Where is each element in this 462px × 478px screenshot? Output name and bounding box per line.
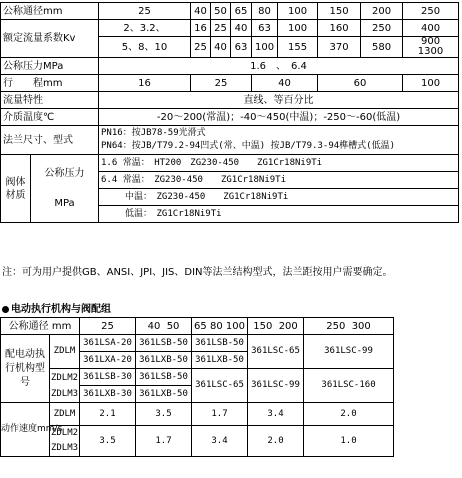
speed-cell: 3.4: [248, 403, 304, 426]
model-value: 361LSB-50: [195, 337, 244, 348]
speed-cell: 3.5: [136, 403, 192, 426]
bullet-icon: [2, 306, 9, 313]
dn-value: 65: [194, 320, 207, 332]
actuator-row-3: [1, 369, 394, 386]
pn64-material: [99, 172, 459, 189]
kv-cell: 100: [252, 37, 278, 58]
dn-row: [1, 3, 459, 20]
stroke-row: [1, 75, 459, 92]
temp-label: 介质温度℃: [1, 109, 99, 126]
dn-value: 200: [278, 320, 298, 332]
actuator-row-1: [1, 335, 394, 352]
pn16-material: [99, 155, 459, 172]
kv-cell: 63: [252, 20, 278, 37]
speed-row-2: [1, 426, 394, 457]
dn-cell: [248, 318, 304, 335]
dn-cell: 65: [231, 3, 252, 20]
model-cell: 361LSC-65: [248, 335, 304, 369]
speed-cell: 1.7: [192, 403, 248, 426]
model-cell: 361LXB-30: [80, 386, 136, 403]
flow-row: [1, 92, 459, 109]
pn-label: 公称压力MPa: [1, 58, 99, 75]
stroke-cell: 25: [191, 75, 252, 92]
flow-value: 直线、等百分比: [99, 92, 459, 109]
kv-value: 900: [420, 36, 441, 47]
dn-cell: 40: [191, 3, 211, 20]
model-cell: [192, 335, 248, 352]
kv-cell: 25: [211, 20, 231, 37]
body-material-text: 阀体材质: [5, 176, 26, 201]
dn-cell: 100: [278, 3, 318, 20]
dn-cell: 25: [80, 318, 136, 335]
dn-value: 40: [147, 320, 161, 332]
stroke-cell: 40: [252, 75, 318, 92]
material-row-1: [1, 155, 459, 172]
zdlm3-label: ZDLM3: [50, 443, 79, 453]
speed-cell: 1.0: [304, 426, 394, 457]
kv-cell: 400: [403, 20, 459, 37]
pn16-material-text: 常温： HT200 ZG230-450 ZG1Cr18Ni9Ti: [122, 157, 323, 168]
kv-cell: 100: [278, 20, 318, 37]
spec-table: [0, 2, 459, 223]
kv-cell: [403, 37, 459, 58]
kv-label: 额定流量系数Kv: [1, 20, 99, 58]
dn-cell: 25: [99, 3, 191, 20]
dn-row: [1, 318, 394, 335]
flange-label: 法兰尺寸、型式: [1, 126, 99, 155]
pn-row: [1, 58, 459, 75]
model-cell: 361LSC-160: [304, 369, 394, 403]
stroke-cell: 60: [318, 75, 403, 92]
pn64-material: 低温： ZG1Cr18Ni9Ti: [99, 206, 459, 223]
speed-row-1: [1, 403, 394, 426]
zdlm2-label: ZDLM2: [50, 428, 79, 438]
dn-value: 250: [326, 320, 346, 332]
model-cell: 361LSB-30: [80, 369, 136, 386]
flange-pn16: PN16：按JB78-59光滑式: [101, 128, 206, 138]
body-pn-label: [31, 155, 99, 223]
model-cell: 361LXB-50: [192, 352, 248, 369]
model-cell: 361LSB-50: [136, 335, 192, 352]
temp-value: -20～200(常温)；-40～450(中温)；-250～-60(低温): [99, 109, 459, 126]
zdlm23-label: [50, 369, 80, 403]
flange-value: [99, 126, 459, 155]
dn-value: 50: [166, 320, 180, 332]
dn-label: 公称通径 mm: [1, 318, 80, 335]
model-cell: 361LSC-99: [304, 335, 394, 369]
pn16-label: 1.6: [101, 157, 118, 168]
model-cell: 361LSC-99: [248, 369, 304, 403]
pn64-material: 中温： ZG230-450 ZG1Cr18Ni9Ti: [99, 189, 459, 206]
speed-cell: 2.1: [80, 403, 136, 426]
dn-cell: [192, 318, 248, 335]
kv-cell: 2、3.2、: [99, 20, 191, 37]
zdlm-label: ZDLM: [50, 403, 80, 426]
section-title-text: 电动执行机构与阀配组: [11, 304, 111, 315]
kv-cell: 5、8、10: [99, 37, 191, 58]
section-title: [2, 300, 111, 315]
body-pn-unit: MPa: [54, 197, 75, 209]
speed-cell: 2.0: [248, 426, 304, 457]
model-cell: 361LSB-50: [136, 369, 192, 386]
zdlm-label: ZDLM: [50, 335, 80, 369]
dn-value: 80: [209, 320, 223, 332]
dn-value: 100: [225, 320, 245, 332]
kv-cell: 16: [191, 20, 211, 37]
dn-cell: 250: [403, 3, 459, 20]
dn-cell: 50: [211, 3, 231, 20]
kv-cell: 155: [278, 37, 318, 58]
dn-value: 150: [253, 320, 273, 332]
zdlm3-label: ZDLM3: [50, 388, 79, 399]
dn-cell: 150: [318, 3, 361, 20]
kv-cell: 25: [191, 37, 211, 58]
model-cell: 361LSA-20: [80, 335, 136, 352]
model-cell: 361LXB-50: [136, 386, 192, 403]
pn64-label: 6.4: [101, 174, 118, 185]
model-cell: 361LXA-20: [80, 352, 136, 369]
speed-cell: 2.0: [304, 403, 394, 426]
speed-cell: 3.5: [80, 426, 136, 457]
pn-value: 1.6 、 6.4: [99, 58, 459, 75]
flange-pn64: PN64：按JB/T79.2-94凹式(常、中温) 按JB/T79.3-94榫槽式(低温): [101, 141, 395, 151]
body-pn-text: 公称压力: [44, 167, 85, 179]
model-cell: 361LSC-65: [192, 369, 248, 403]
dn-cell: 200: [361, 3, 403, 20]
dn-value: 300: [351, 320, 371, 332]
stroke-label: 行 程mm: [1, 75, 99, 92]
flange-row: [1, 126, 459, 155]
dn-cell: [136, 318, 192, 335]
zdlm23-label: [50, 426, 80, 457]
kv-cell: 160: [318, 20, 361, 37]
actuator-label: 配电动执行机构型号: [1, 335, 50, 403]
stroke-cell: 100: [403, 75, 459, 92]
speed-label: 动作速度mm/s: [1, 403, 50, 457]
body-material-label: [1, 155, 31, 223]
flow-label: 流量特性: [1, 92, 99, 109]
kv-cell: 580: [361, 37, 403, 58]
kv-cell: 370: [318, 37, 361, 58]
model-cell: 361LXB-50: [136, 352, 192, 369]
kv-cell: 40: [231, 20, 252, 37]
speed-cell: 1.7: [136, 426, 192, 457]
kv-cell: 63: [231, 37, 252, 58]
dn-cell: 80: [252, 3, 278, 20]
temp-row: [1, 109, 459, 126]
kv-row: [1, 20, 459, 37]
kv-value-extra: 1300: [417, 46, 444, 57]
actuator-table: [0, 317, 394, 457]
speed-cell: 3.4: [192, 426, 248, 457]
kv-cell: 250: [361, 20, 403, 37]
stroke-cell: 16: [99, 75, 191, 92]
footnote: 注：可为用户提供GB、ANSI、JPI、JIS、DIN等法兰结构型式，法兰距按用户需要确定。: [2, 267, 393, 278]
pn64-material-text: 常温： ZG230-450 ZG1Cr18Ni9Ti: [122, 174, 286, 185]
dn-cell: [304, 318, 394, 335]
dn-label: 公称通径mm: [1, 3, 99, 20]
zdlm2-label: ZDLM2: [50, 372, 79, 383]
kv-cell: 40: [211, 37, 231, 58]
